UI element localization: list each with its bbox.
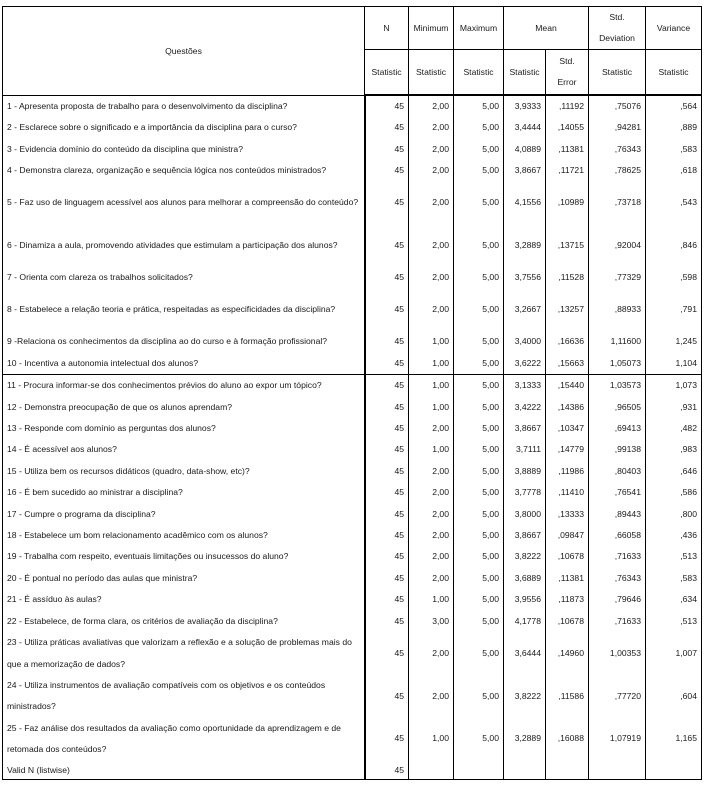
minimum-cell: 1,00 [409, 718, 454, 761]
variance-cell: ,598 [646, 267, 702, 288]
variance-cell: ,931 [646, 397, 702, 418]
minimum-cell: 2,00 [409, 95, 454, 117]
minimum-cell: 2,00 [409, 632, 454, 675]
mean-cell: 3,6222 [504, 353, 546, 375]
std-error-cell: ,11986 [546, 461, 589, 482]
std-deviation-cell: ,99138 [589, 439, 646, 460]
mean-cell: 3,8667 [504, 525, 546, 546]
question-cell: 2 - Esclarece sobre o significado e a importância da disciplina para o curso? [3, 117, 365, 138]
maximum-cell: 5,00 [454, 289, 504, 332]
std-error-cell: ,14055 [546, 117, 589, 138]
variance-cell: ,436 [646, 525, 702, 546]
mean-cell: 3,2889 [504, 718, 546, 761]
maximum-cell: 5,00 [454, 224, 504, 267]
question-cell: 22 - Estabelece, de forma clara, os critérios de avaliação da disciplina? [3, 611, 365, 632]
mean-cell: 4,0889 [504, 139, 546, 160]
minimum-cell: 2,00 [409, 525, 454, 546]
table-row [3, 461, 702, 482]
table-row [3, 267, 702, 288]
table-row [3, 525, 702, 546]
table-row [3, 117, 702, 138]
mean-cell: 3,8222 [504, 675, 546, 718]
question-cell: 12 - Demonstra preocupação de que os alunos aprendam? [3, 397, 365, 418]
maximum-cell: 5,00 [454, 397, 504, 418]
std-deviation-cell: ,77720 [589, 675, 646, 718]
mean-cell: 3,4000 [504, 331, 546, 352]
table-row [3, 224, 702, 267]
n-cell: 45 [365, 95, 409, 117]
minimum-header: Minimum [409, 7, 454, 50]
minimum-cell: 1,00 [409, 331, 454, 352]
mean-cell: 3,8222 [504, 546, 546, 567]
minimum-cell: 1,00 [409, 397, 454, 418]
question-cell: 8 - Estabelece a relação teoria e prática, respeitadas as especificidades da disciplina? [3, 289, 365, 332]
minimum-cell [409, 761, 454, 780]
std-deviation-cell: ,76343 [589, 139, 646, 160]
minimum-cell: 2,00 [409, 160, 454, 181]
maximum-cell: 5,00 [454, 568, 504, 589]
questions-header: Questões [3, 7, 365, 96]
table-row [3, 546, 702, 567]
variance-cell: ,583 [646, 139, 702, 160]
std-error-cell: ,11381 [546, 139, 589, 160]
question-cell: 9 -Relaciona os conhecimentos da disciplina ao do curso e à formação profissional? [3, 331, 365, 352]
table-row [3, 182, 702, 225]
minimum-cell: 1,00 [409, 589, 454, 610]
question-cell: 1 - Apresenta proposta de trabalho para o desenvolvimento da disciplina? [3, 95, 365, 117]
table-row [3, 568, 702, 589]
mean-cell [504, 761, 546, 780]
mean-header: Mean [504, 7, 589, 50]
minimum-cell: 2,00 [409, 546, 454, 567]
table-row [3, 482, 702, 503]
std-error-cell: ,11721 [546, 160, 589, 181]
variance-cell: ,583 [646, 568, 702, 589]
mean-cell: 4,1556 [504, 182, 546, 225]
n-cell: 45 [365, 331, 409, 352]
variance-cell: ,513 [646, 611, 702, 632]
std-error-cell: ,10678 [546, 546, 589, 567]
std-error-cell: ,14386 [546, 397, 589, 418]
question-cell: 4 - Demonstra clareza, organização e sequência lógica nos conteúdos ministrados? [3, 160, 365, 181]
maximum-cell: 5,00 [454, 267, 504, 288]
table-row [3, 353, 702, 375]
mean-cell: 4,1778 [504, 611, 546, 632]
maximum-cell: 5,00 [454, 589, 504, 610]
mean-cell: 3,6444 [504, 632, 546, 675]
variance-cell: 1,165 [646, 718, 702, 761]
n-cell: 45 [365, 568, 409, 589]
std-deviation-cell: ,88933 [589, 289, 646, 332]
variance-cell: ,543 [646, 182, 702, 225]
std-error-cell: ,11410 [546, 482, 589, 503]
question-cell: 21 - É assíduo às aulas? [3, 589, 365, 610]
n-cell: 45 [365, 546, 409, 567]
table-row [3, 632, 702, 675]
mean-cell: 3,8667 [504, 160, 546, 181]
std-deviation-cell: ,78625 [589, 160, 646, 181]
mean-cell: 3,2889 [504, 224, 546, 267]
n-cell: 45 [365, 289, 409, 332]
maximum-cell: 5,00 [454, 504, 504, 525]
table-row [3, 397, 702, 418]
mean-cell: 3,7556 [504, 267, 546, 288]
std-deviation-statistic-header: Statistic [589, 50, 646, 96]
std-deviation-cell: ,96505 [589, 397, 646, 418]
n-cell: 45 [365, 267, 409, 288]
question-cell: 13 - Responde com domínio as perguntas dos alunos? [3, 418, 365, 439]
variance-cell: ,482 [646, 418, 702, 439]
std-deviation-cell: ,69413 [589, 418, 646, 439]
question-cell: Valid N (listwise) [3, 761, 365, 780]
n-cell: 45 [365, 589, 409, 610]
table-row [3, 418, 702, 439]
std-error-cell: ,13333 [546, 504, 589, 525]
n-header: N [365, 7, 409, 50]
descriptive-statistics-table [2, 6, 702, 780]
std-deviation-cell: ,92004 [589, 224, 646, 267]
minimum-cell: 2,00 [409, 461, 454, 482]
question-cell: 24 - Utiliza instrumentos de avaliação compatíveis com os objetivos e os conteúdos ministrados? [3, 675, 365, 718]
minimum-cell: 2,00 [409, 139, 454, 160]
variance-cell [646, 761, 702, 780]
std-deviation-cell: ,71633 [589, 611, 646, 632]
table-row [3, 331, 702, 352]
variance-cell: ,634 [646, 589, 702, 610]
minimum-cell: 1,00 [409, 375, 454, 397]
maximum-cell: 5,00 [454, 375, 504, 397]
std-error-cell: ,11192 [546, 95, 589, 117]
table-row [3, 139, 702, 160]
table-row [3, 160, 702, 181]
n-cell: 45 [365, 718, 409, 761]
std-deviation-cell: ,71633 [589, 546, 646, 567]
n-cell: 45 [365, 611, 409, 632]
n-cell: 45 [365, 397, 409, 418]
std-error-cell: ,16636 [546, 331, 589, 352]
n-cell: 45 [365, 117, 409, 138]
question-cell: 10 - Incentiva a autonomia intelectual dos alunos? [3, 353, 365, 375]
std-error-cell: ,14779 [546, 439, 589, 460]
question-cell: 7 - Orienta com clareza os trabalhos solicitados? [3, 267, 365, 288]
minimum-cell: 2,00 [409, 224, 454, 267]
variance-header: Variance [646, 7, 702, 50]
mean-cell: 3,8889 [504, 461, 546, 482]
variance-cell: ,513 [646, 546, 702, 567]
question-cell: 19 - Trabalha com respeito, eventuais limitações ou insucessos do aluno? [3, 546, 365, 567]
n-cell: 45 [365, 632, 409, 675]
table-row [3, 675, 702, 718]
maximum-cell: 5,00 [454, 160, 504, 181]
minimum-statistic-header: Statistic [409, 50, 454, 96]
table-row [3, 95, 702, 117]
std-error-cell: ,11586 [546, 675, 589, 718]
question-cell: 6 - Dinamiza a aula, promovendo atividades que estimulam a participação dos alunos? [3, 224, 365, 267]
std-deviation-cell: ,94281 [589, 117, 646, 138]
maximum-cell: 5,00 [454, 139, 504, 160]
variance-cell: ,618 [646, 160, 702, 181]
n-statistic-header: Statistic [365, 50, 409, 96]
std-deviation-cell: 1,05073 [589, 353, 646, 375]
n-cell: 45 [365, 418, 409, 439]
maximum-cell: 5,00 [454, 117, 504, 138]
maximum-cell: 5,00 [454, 461, 504, 482]
std-deviation-cell: ,66058 [589, 525, 646, 546]
mean-cell: 3,7778 [504, 482, 546, 503]
n-cell: 45 [365, 160, 409, 181]
minimum-cell: 2,00 [409, 117, 454, 138]
std-error-cell: ,15440 [546, 375, 589, 397]
n-cell: 45 [365, 461, 409, 482]
std-deviation-cell: ,77329 [589, 267, 646, 288]
n-cell: 45 [365, 182, 409, 225]
minimum-cell: 2,00 [409, 482, 454, 503]
std-error-cell: ,11873 [546, 589, 589, 610]
maximum-cell: 5,00 [454, 482, 504, 503]
std-error-cell: ,15663 [546, 353, 589, 375]
table-row [3, 439, 702, 460]
variance-cell: ,846 [646, 224, 702, 267]
std-deviation-cell: ,76541 [589, 482, 646, 503]
std-error-cell: ,10678 [546, 611, 589, 632]
n-cell: 45 [365, 761, 409, 780]
mean-cell: 3,1333 [504, 375, 546, 397]
maximum-cell: 5,00 [454, 331, 504, 352]
minimum-cell: 2,00 [409, 182, 454, 225]
minimum-cell: 2,00 [409, 289, 454, 332]
std-deviation-cell: ,79646 [589, 589, 646, 610]
n-cell: 45 [365, 482, 409, 503]
mean-std-error-header: Std. Error [546, 50, 589, 96]
n-cell: 45 [365, 375, 409, 397]
variance-cell: 1,104 [646, 353, 702, 375]
std-deviation-cell: 1,11600 [589, 331, 646, 352]
mean-cell: 3,8667 [504, 418, 546, 439]
valid-n-row [3, 761, 702, 780]
mean-cell: 3,4222 [504, 397, 546, 418]
variance-cell: ,604 [646, 675, 702, 718]
question-cell: 15 - Utiliza bem os recursos didáticos (quadro, data-show, etc)? [3, 461, 365, 482]
question-cell: 17 - Cumpre o programa da disciplina? [3, 504, 365, 525]
mean-cell: 3,6889 [504, 568, 546, 589]
std-error-cell: ,11381 [546, 568, 589, 589]
maximum-cell: 5,00 [454, 182, 504, 225]
mean-cell: 3,4444 [504, 117, 546, 138]
maximum-cell: 5,00 [454, 418, 504, 439]
maximum-cell: 5,00 [454, 95, 504, 117]
variance-cell: 1,073 [646, 375, 702, 397]
std-deviation-cell: ,89443 [589, 504, 646, 525]
std-deviation-cell: 1,03573 [589, 375, 646, 397]
n-cell: 45 [365, 353, 409, 375]
std-error-cell: ,16088 [546, 718, 589, 761]
std-deviation-cell: 1,07919 [589, 718, 646, 761]
variance-cell: ,983 [646, 439, 702, 460]
n-cell: 45 [365, 439, 409, 460]
maximum-cell: 5,00 [454, 353, 504, 375]
question-cell: 3 - Evidencia domínio do conteúdo da disciplina que ministra? [3, 139, 365, 160]
minimum-cell: 1,00 [409, 439, 454, 460]
minimum-cell: 2,00 [409, 504, 454, 525]
std-error-cell: ,10989 [546, 182, 589, 225]
variance-cell: ,564 [646, 95, 702, 117]
minimum-cell: 3,00 [409, 611, 454, 632]
std-error-cell [546, 761, 589, 780]
mean-cell: 3,8000 [504, 504, 546, 525]
maximum-cell: 5,00 [454, 611, 504, 632]
std-deviation-cell: ,75076 [589, 95, 646, 117]
table-row [3, 375, 702, 397]
table-row [3, 589, 702, 610]
std-error-cell: ,11528 [546, 267, 589, 288]
n-cell: 45 [365, 525, 409, 546]
maximum-cell: 5,00 [454, 632, 504, 675]
question-cell: 5 - Faz uso de linguagem acessível aos alunos para melhorar a compreensão do conteúdo? [3, 182, 365, 225]
table-row [3, 504, 702, 525]
std-deviation-cell: 1,00353 [589, 632, 646, 675]
std-error-cell: ,13257 [546, 289, 589, 332]
variance-cell: ,646 [646, 461, 702, 482]
std-deviation-cell: ,76343 [589, 568, 646, 589]
std-error-cell: ,14960 [546, 632, 589, 675]
question-cell: 11 - Procura informar-se dos conhecimentos prévios do aluno ao expor um tópico? [3, 375, 365, 397]
std-error-cell: ,13715 [546, 224, 589, 267]
variance-statistic-header: Statistic [646, 50, 702, 96]
table-row [3, 718, 702, 761]
n-cell: 45 [365, 675, 409, 718]
question-cell: 23 - Utiliza práticas avaliativas que valorizam a reflexão e a solução de problemas mais do que a memorização de dados? [3, 632, 365, 675]
question-cell: 25 - Faz análise dos resultados da avaliação como oportunidade da aprendizagem e de retomada dos conteúdos? [3, 718, 365, 761]
table-row [3, 289, 702, 332]
std-deviation-cell: ,80403 [589, 461, 646, 482]
minimum-cell: 2,00 [409, 675, 454, 718]
std-deviation-cell: ,73718 [589, 182, 646, 225]
n-cell: 45 [365, 504, 409, 525]
maximum-cell: 5,00 [454, 439, 504, 460]
table-body [3, 95, 702, 779]
std-error-cell: ,10347 [546, 418, 589, 439]
maximum-cell: 5,00 [454, 718, 504, 761]
variance-cell: 1,007 [646, 632, 702, 675]
std-deviation-cell [589, 761, 646, 780]
minimum-cell: 1,00 [409, 353, 454, 375]
mean-statistic-header: Statistic [504, 50, 546, 96]
mean-cell: 3,9333 [504, 95, 546, 117]
std-error-cell: ,09847 [546, 525, 589, 546]
maximum-header: Maximum [454, 7, 504, 50]
n-cell: 45 [365, 139, 409, 160]
n-cell: 45 [365, 224, 409, 267]
std-deviation-header: Std. Deviation [589, 7, 646, 50]
question-cell: 18 - Estabelece um bom relacionamento acadêmico com os alunos? [3, 525, 365, 546]
mean-cell: 3,9556 [504, 589, 546, 610]
minimum-cell: 2,00 [409, 267, 454, 288]
maximum-cell [454, 761, 504, 780]
question-cell: 20 - É pontual no período das aulas que ministra? [3, 568, 365, 589]
maximum-cell: 5,00 [454, 675, 504, 718]
variance-cell: ,800 [646, 504, 702, 525]
mean-cell: 3,2667 [504, 289, 546, 332]
variance-cell: 1,245 [646, 331, 702, 352]
minimum-cell: 2,00 [409, 418, 454, 439]
maximum-cell: 5,00 [454, 546, 504, 567]
variance-cell: ,791 [646, 289, 702, 332]
question-cell: 14 - É acessível aos alunos? [3, 439, 365, 460]
maximum-statistic-header: Statistic [454, 50, 504, 96]
variance-cell: ,889 [646, 117, 702, 138]
table-row [3, 611, 702, 632]
variance-cell: ,586 [646, 482, 702, 503]
question-cell: 16 - É bem sucedido ao ministrar a disciplina? [3, 482, 365, 503]
maximum-cell: 5,00 [454, 525, 504, 546]
mean-cell: 3,7111 [504, 439, 546, 460]
minimum-cell: 2,00 [409, 568, 454, 589]
